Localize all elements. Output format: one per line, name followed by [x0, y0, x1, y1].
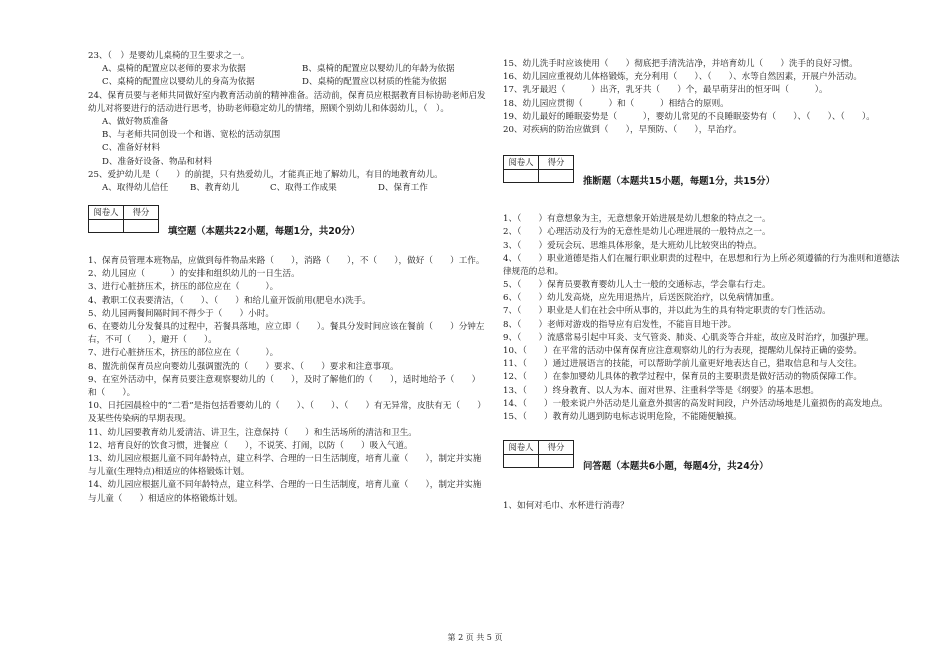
left-column — [88, 50, 488, 506]
grader-cell — [504, 455, 539, 468]
fill-item: 16、幼儿园应重视幼儿体格锻炼，充分利用（ ）、（ ）、水等自然因素，开展户外活动。 — [503, 72, 862, 83]
judge-item: 12、（ ）在参加婴幼儿具体的教学过程中，保育员的主要职责是做好活动的物质保障工作。 — [503, 372, 862, 383]
fill-item: 18、幼儿园应贯彻（ ）和（ ）相结合的原则。 — [503, 98, 729, 109]
score-table — [88, 205, 159, 233]
judge-item: 9、（ ）流感常易引起中耳炎、支气管炎、肺炎、心肌炎等合并症，故应及时治疗，加强护理。 — [503, 332, 874, 343]
fill-item: 2、幼儿园应（ ）的安排和组织幼儿的一日生活。 — [88, 269, 300, 280]
score-label: 得分 — [124, 206, 159, 220]
fill-item: 1、保育员管理本班物品，应做到每件物品来路（ ），消路（ ），不（ ），做好（ ）工作。 — [88, 256, 485, 267]
question-23-options-row1 — [88, 63, 488, 76]
score-cell — [539, 170, 574, 183]
fill-item: 10、日托园晨检中的“二看”是指包括看婴幼儿的（ ）、（ ）、（ ）有无异常，皮肤有无（ ）及某些传染病的早期表现。 — [88, 401, 486, 425]
option-d: D、准备好设备、物品和材料 — [102, 156, 213, 167]
fill-item: 12、培育良好的饮食习惯，进餐应（ ），不说笑、打闹，以防（ ）吸入气道。 — [88, 440, 413, 451]
option-c: C、桌椅的配置应以婴幼儿的身高为依据 — [102, 77, 255, 88]
question-23-options-row2 — [88, 76, 488, 89]
score-table — [503, 155, 574, 183]
section-judge-header — [503, 155, 903, 199]
fill-item: 14、幼儿园应根据儿童不同年龄特点，建立科学、合理的一日生活制度，培育儿童（ ），制定并实施与儿童（ ）相适应的体格锻炼计划。 — [88, 480, 482, 504]
fill-item: 9、在室外活动中，保育员要注意观察婴幼儿的（ ），及时了解他们的（ ），适时地给予（ ）和（ ）。 — [88, 374, 481, 399]
score-label: 得分 — [539, 156, 574, 170]
fill-item: 6、在婴幼儿分发餐具的过程中，若餐具落地，应立即（ ）。餐具分发时间应该在餐前（ ）分钟左右，不可（ ），避开（ ）。 — [88, 322, 485, 346]
question-25: 25、爱护幼儿是（ ）的前提，只有热爱幼儿，才能真正地了解幼儿，有目的地教育幼儿。 — [88, 169, 443, 180]
judge-item: 13、（ ）终身教育、以人为本、面对世界、注重科学等是《纲要》的基本思想。 — [503, 385, 820, 396]
score-label: 得分 — [539, 441, 574, 455]
fill-item: 15、幼儿洗手时应该使用（ ）彻底把手清洗洁净，并培育幼儿（ ）洗手的良好习惯。 — [503, 59, 858, 69]
score-cell — [124, 220, 159, 233]
fill-item: 11、幼儿园要教育幼儿爱清洁、讲卫生，注意保持（ ）和生活场所的清洁和卫生。 — [88, 427, 417, 438]
score-cell — [539, 455, 574, 468]
option-a: A、做好物质准备 — [102, 116, 169, 127]
option-d: D、保育工作 — [378, 182, 428, 193]
option-b: B、教育幼儿 — [190, 182, 240, 193]
grader-label: 阅卷人 — [89, 206, 124, 220]
fill-item: 13、幼儿园应根据儿童不同年龄特点，建立科学、合理的一日生活制度，培育儿童（ ），制定并实施与儿童(生理特点)相适应的体格锻炼计划。 — [88, 454, 482, 478]
section-title: 问答题（本题共6小题，每题4分，共24分） — [583, 461, 769, 473]
fill-item: 4、教职工仪表要清洁，（ ）、（ ）和给儿童开饭前用(肥皂水)洗手。 — [88, 295, 371, 306]
qa-item: 1、如何对毛巾、水杯进行消毒？ — [503, 501, 629, 512]
judge-item: 8、（ ）老师对游戏的指导应有启发性，不能盲目地干涉。 — [503, 319, 737, 330]
option-c: C、取得工作成果 — [270, 182, 337, 193]
judge-item: 5、（ ）保育员要教育婴幼儿人士一般的交通标志，学会靠右行走。 — [503, 280, 771, 291]
judge-item: 1、（ ）有意想象为主，无意想象开始进展是幼儿想象的特点之一。 — [503, 214, 771, 225]
judge-item: 10、（ ）在平常的活动中保育保育应注意观察幼儿的行为表现，提醒幼儿保持正确的姿势。 — [503, 346, 862, 357]
section-qa-header — [503, 440, 903, 484]
grader-cell — [89, 220, 124, 233]
fill-item: 5、幼儿园两餐间隔时间不得少于（ ）小时。 — [88, 308, 274, 319]
option-b: B、与老师共同创设一个和谐、宽松的活动氛围 — [102, 130, 281, 141]
fill-item: 17、乳牙最迟（ ）出齐，乳牙共（ ）个，最早萌芽出的恒牙叫（ ）。 — [503, 85, 828, 96]
score-table — [503, 440, 574, 468]
fill-item: 3、进行心脏挤压术，挤压的部位应在（ ）。 — [88, 282, 279, 293]
judge-item: 3、（ ）爱玩会玩、思维具体形象，是大班幼儿比较突出的特点。 — [503, 240, 762, 251]
fill-item: 7、进行心脏挤压术，挤压的部位应在（ ）。 — [88, 348, 279, 359]
judge-item: 15、（ ）教育幼儿遇到防电标志说明危险，不能随便触摸。 — [503, 412, 742, 422]
judge-item: 11、（ ）通过进展语言的技能，可以帮助学前儿童更好地表达自己，猎取信息和与人交往。 — [503, 359, 862, 370]
right-column — [503, 58, 903, 513]
section-title: 推断题（本题共15小题，每题1分，共15分） — [583, 176, 775, 188]
question-25-options — [88, 182, 488, 195]
grader-label: 阅卷人 — [504, 156, 539, 170]
grader-cell — [504, 170, 539, 183]
option-b: B、桌椅的配置应以婴幼儿的年龄为依据 — [302, 64, 455, 75]
question-23: 23、（ ）是婴幼儿桌椅的卫生要求之一。 — [88, 51, 250, 61]
grader-label: 阅卷人 — [504, 441, 539, 455]
section-fill-header — [88, 205, 488, 249]
judge-item: 6、（ ）幼儿发高烧，应先用退热片，后送医院治疗，以免病情加重。 — [503, 293, 780, 304]
option-d: D、桌椅的配置应以材质的性能为依据 — [302, 77, 447, 88]
judge-item: 2、（ ）心理活动及行为的无意性是幼儿心理进展的一般特点之一。 — [503, 227, 771, 238]
fill-item: 19、幼儿最好的睡眠姿势是（ ），婴幼儿常见的不良睡眠姿势有（ ）、（ ）、（ ）。 — [503, 111, 875, 122]
judge-item: 4、（ ）职业道德是指人们在履行职业职责的过程中，在思想和行为上所必须遵循的行为准则和道德法律规范的总和。 — [503, 253, 900, 277]
fill-item: 8、盥洗前保育员应向婴幼儿强调盥洗的（ ）要求、（ ）要求和注意事项。 — [88, 361, 399, 372]
judge-item: 14、（ ）一般来说户外活动是儿童意外损害的高发时间段，户外活动场地是儿童损伤的高发地点。 — [503, 398, 888, 409]
fill-item: 20、对疾病的防治应做到（ ），早预防、（ ），早治疗。 — [503, 124, 742, 135]
question-24: 24、保育员要与老师共同做好室内教育活动前的精神准备。活动前，保育员应根据教育目标协助老师启发幼儿对将要进行的活动进行思考，协助老师稳定幼儿的情绪，照顾个别幼儿和体弱幼儿，（ ）。 — [88, 90, 486, 114]
option-c: C、准备好材料 — [102, 143, 161, 154]
section-title: 填空题（本题共22小题，每题1分，共20分） — [168, 226, 360, 238]
option-a: A、桌椅的配置应以老师的要求为依据 — [102, 64, 246, 75]
option-a: A、取得幼儿信任 — [102, 182, 169, 193]
judge-item: 7、（ ）职业是人们在社会中所从事的，并以此为生的具有特定职责的专门性活动。 — [503, 306, 831, 317]
page-footer: 第 2 页 共 5 页 — [447, 633, 503, 642]
